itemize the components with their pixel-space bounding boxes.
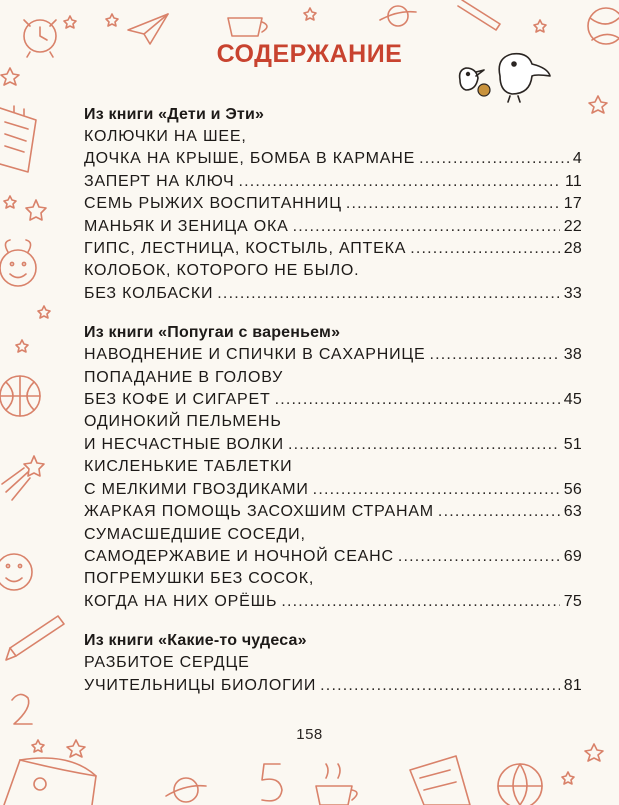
dot-leader [217,283,560,305]
toc-entry-line [84,216,582,238]
dot-leader [281,591,559,613]
toc-entry-line [84,283,582,305]
toc-entry-line [84,652,582,674]
entry-title: КИСЛЕНЬКИЕ ТАБЛЕТКИ [84,458,293,476]
entry-title: КОГДА НА НИХ ОРЁШЬ [84,592,278,610]
notebook-icon [410,756,470,805]
entry-page-number: 17 [563,195,582,213]
entry-page-number: 69 [563,547,582,565]
star-icon [562,744,603,784]
toc-entry-line [84,148,582,170]
dot-leader [419,148,569,170]
dot-leader [275,389,560,411]
toc-section [84,104,582,305]
entry-title: ЖАРКАЯ ПОМОЩЬ ЗАСОХШИМ СТРАНАМ [84,503,434,521]
smiley-face-icon [0,240,36,286]
globe-icon [498,764,542,805]
table-of-contents [84,104,582,714]
toc-entry-line [84,434,582,456]
dot-leader [313,479,560,501]
entry-title: БЕЗ КОЛБАСКИ [84,284,214,302]
entry-page-number: 4 [572,150,582,168]
dot-leader [398,546,560,568]
toc-entry-line [84,344,582,366]
toc-entry-line [84,524,582,546]
entry-title: БЕЗ КОФЕ И СИГАРЕТ [84,391,271,409]
entry-title: ПОГРЕМУШКИ БЕЗ СОСОК, [84,570,315,588]
entry-title: КОЛОБОК, КОТОРОГО НЕ БЫЛО. [84,262,360,280]
toc-entry-line [84,479,582,501]
entry-title: УЧИТЕЛЬНИЦЫ БИОЛОГИИ [84,676,317,694]
toc-entry-line [84,501,582,523]
toc-section [84,322,582,613]
entry-page-number: 56 [563,480,582,498]
entry-title: РАЗБИТОЕ СЕРДЦЕ [84,654,250,672]
toc-entry-line [84,568,582,590]
ball-icon [588,8,619,44]
pen-icon [6,616,64,660]
dot-leader [438,501,560,523]
entry-page-number: 51 [563,435,582,453]
entry-title: САМОДЕРЖАВИЕ И НОЧНОЙ СЕАНС [84,547,394,565]
entry-page-number: 11 [564,172,582,190]
entry-page-number: 75 [563,592,582,610]
entry-page-number: 28 [563,240,582,258]
section-heading: Из книги «Дети и Эти» [84,106,265,123]
entry-title: КОЛЮЧКИ НА ШЕЕ, [84,128,247,145]
toc-entry-line [84,456,582,478]
entry-page-number: 63 [563,503,582,521]
entry-page-number: 22 [563,217,582,235]
toc-entry-line [84,193,582,215]
entry-title: СУМАСШЕДШИЕ СОСЕДИ, [84,525,306,543]
book-icon [4,758,96,805]
entry-page-number: 81 [563,676,582,694]
section-heading: Из книги «Попугаи с вареньем» [84,324,341,342]
toc-entry-line [84,546,582,568]
star-icon [4,196,46,220]
toc-entry-line [84,260,582,282]
planet-icon [166,778,206,802]
entry-title: ГИПС, ЛЕСТНИЦА, КОСТЫЛЬ, АПТЕКА [84,240,407,258]
dot-leader [410,238,560,260]
planet-icon [380,6,416,26]
entry-page-number: 45 [563,391,582,409]
dot-leader [239,171,561,193]
entry-page-number: 33 [563,284,582,302]
toc-entry-line [84,389,582,411]
entry-title: ОДИНОКИЙ ПЕЛЬМЕНЬ [84,413,282,431]
entry-title: ПОПАДАНИЕ В ГОЛОВУ [84,368,284,386]
star-icon [16,306,50,352]
entry-title: ДОЧКА НА КРЫШЕ, БОМБА В КАРМАНЕ [84,150,416,168]
toc-entry-line [84,126,582,148]
ball-icon [0,376,40,416]
toc-entry-line [84,411,582,433]
shooting-star-icon [2,456,44,500]
entry-title: С МЕЛКИМИ ГВОЗДИКАМИ [84,480,309,498]
dot-leader [346,193,560,215]
section-heading: Из книги «Какие-то чудеса» [84,632,307,650]
toc-entry-line [84,171,582,193]
entry-title: НАВОДНЕНИЕ И СПИЧКИ В САХАРНИЦЕ [84,346,426,364]
coffee-cup-icon [228,18,267,36]
smiley-face-icon [0,554,32,590]
dot-leader [320,675,560,697]
entry-title: СЕМЬ РЫЖИХ ВОСПИТАННИЦ [84,195,342,213]
toc-entry-line [84,367,582,389]
entry-title: И НЕСЧАСТНЫЕ ВОЛКИ [84,435,284,453]
entry-title: ЗАПЕРТ НА КЛЮЧ [84,172,235,190]
toc-entry-line [84,238,582,260]
number-five-doodle [262,764,282,801]
dot-leader [293,216,560,238]
toc-entry-line [84,675,582,697]
notebook-icon [0,106,36,172]
entry-title: МАНЬЯК И ЗЕНИЦА ОКА [84,217,289,235]
dot-leader [288,434,560,456]
dot-leader [430,344,560,366]
entry-page-number: 38 [563,346,582,364]
page-number: 158 [296,726,323,743]
pencil-icon [458,0,546,32]
toc-section [84,630,582,697]
toc-entry-line [84,591,582,613]
coffee-cup-icon [316,764,357,805]
number-two-doodle [12,694,32,724]
page-title: СОДЕРЖАНИЕ [216,40,403,68]
